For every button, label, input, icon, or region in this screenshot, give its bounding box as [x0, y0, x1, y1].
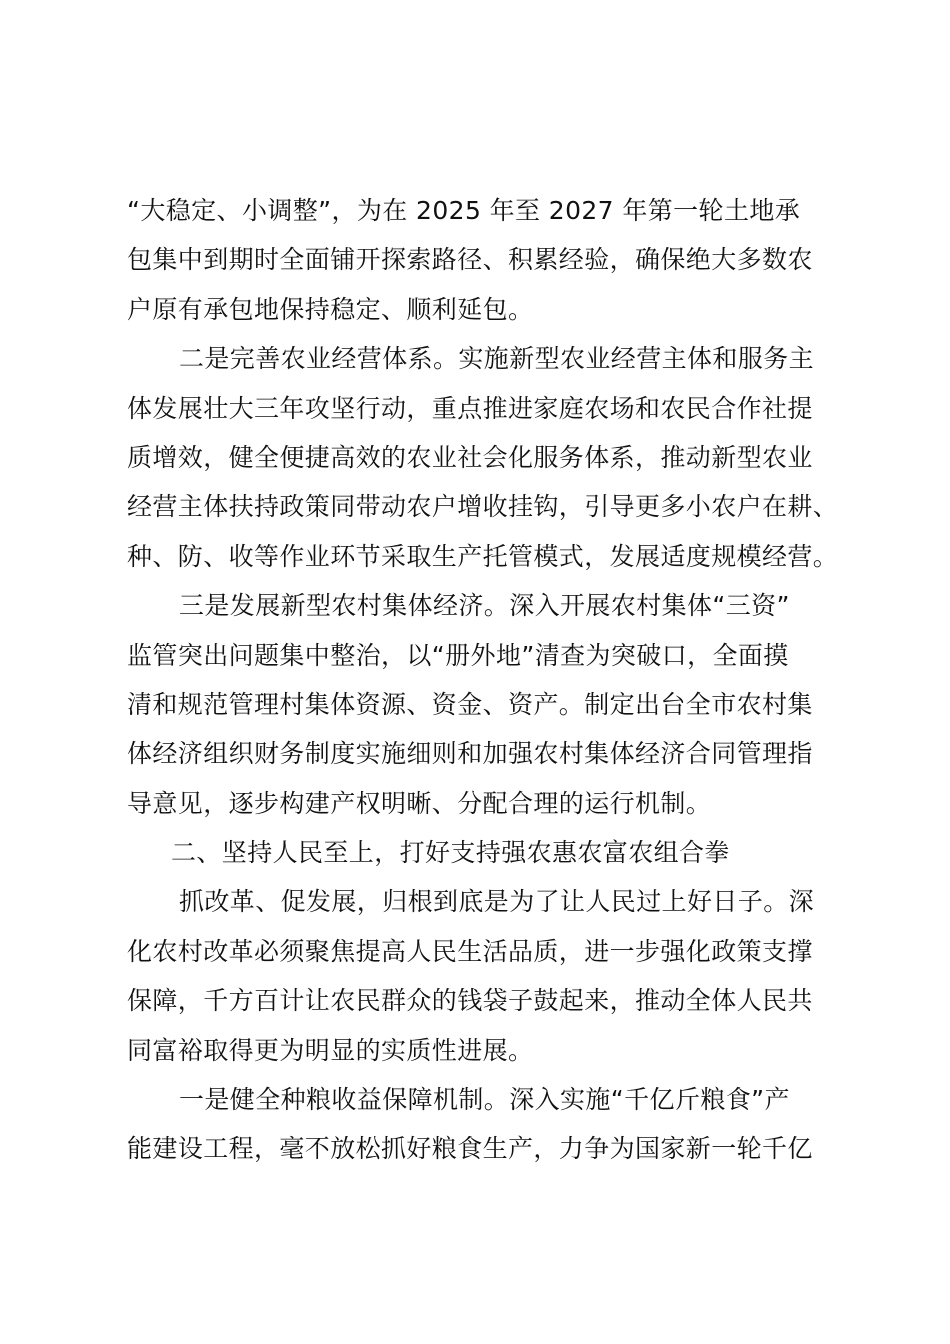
text-line: 体经济组织财务制度实施细则和加强农村集体经济合同管理指	[127, 739, 813, 769]
text-line: 化农村改革必须聚焦提高人民生活品质，进一步强化政策支撑	[127, 936, 813, 966]
paragraph-start: 二是完善农业经营体系。实施新型农业经营主体和服务主	[179, 344, 815, 374]
text-line: 保障，千方百计让农民群众的钱袋子鼓起来，推动全体人民共	[127, 986, 813, 1016]
paragraph-start: 三是发展新型农村集体经济。深入开展农村集体“三资”	[179, 591, 790, 621]
text-line: 监管突出问题集中整治，以“册外地”清查为突破口，全面摸	[127, 640, 789, 670]
text-line: 户原有承包地保持稳定、顺利延包。	[127, 294, 534, 324]
text-line: 导意见，逐步构建产权明晰、分配合理的运行机制。	[127, 788, 712, 818]
text-line: 清和规范管理村集体资源、资金、资产。制定出台全市农村集	[127, 689, 813, 719]
section-heading: 二、坚持人民至上，打好支持强农惠农富农组合拳	[171, 838, 730, 868]
text-line: 体发展壮大三年攻坚行动，重点推进家庭农场和农民合作社提	[127, 393, 813, 423]
text-line: 包集中到期时全面铺开探索路径、积累经验，确保绝大多数农	[127, 245, 813, 275]
text-line: 种、防、收等作业环节采取生产托管模式，发展适度规模经营。	[127, 541, 839, 571]
paragraph-start: 抓改革、促发展，归根到底是为了让人民过上好日子。深	[179, 887, 815, 917]
text-line: 质增效，健全便捷高效的农业社会化服务体系，推动新型农业	[127, 442, 813, 472]
document-body	[127, 186, 847, 1174]
paragraph-start: 一是健全种粮收益保障机制。深入实施“千亿斤粮食”产	[179, 1085, 790, 1115]
text-line: 经营主体扶持政策同带动农户增收挂钩，引导更多小农户在耕、	[127, 492, 839, 522]
text-line: 能建设工程，毫不放松抓好粮食生产，力争为国家新一轮千亿	[127, 1134, 813, 1164]
text-line: 同富裕取得更为明显的实质性进展。	[127, 1035, 534, 1065]
text-line: “大稳定、小调整”，为在 2025 年至 2027 年第一轮土地承	[127, 196, 801, 225]
